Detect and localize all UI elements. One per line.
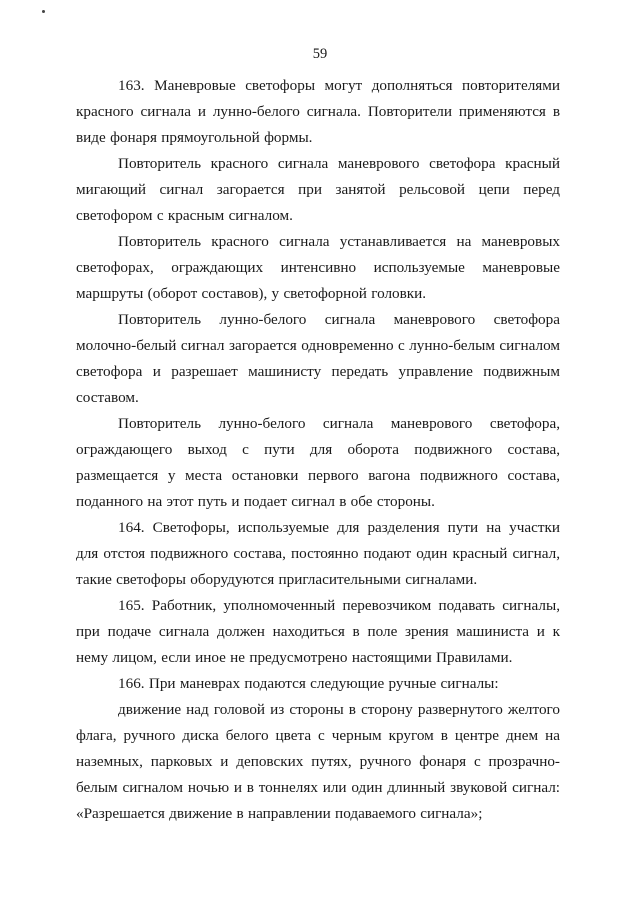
paragraph-red-repeater-blinking: Повторитель красного сигнала маневрового светофора красный мигающий сигнал загорается при занятой рельсовой цепи перед светофором с красным сигналом.: [76, 155, 560, 224]
paragraph-166: 166. При маневрах подаются следующие ручные сигналы:: [118, 675, 499, 692]
paragraph-white-repeater-signal: Повторитель лунно-белого сигнала маневрового светофора молочно-белый сигнал загорается одновременно с лунно-белым сигналом светофора и разрешает машинисту передать управление подвижным составом.: [76, 311, 560, 406]
scan-speck: [42, 10, 45, 13]
document-body: [76, 73, 560, 827]
paragraph-red-repeater-installation: Повторитель красного сигнала устанавливается на маневровых светофорах, ограждающих интенсивно используемые маневровые маршруты (оборот составов), у светофорной головки.: [76, 233, 560, 302]
paragraph-163: 163. Маневровые светофоры могут дополняться повторителями красного сигнала и лунно-белого сигнала. Повторители применяются в виде фонаря прямоугольной формы.: [76, 77, 560, 146]
page-number: 59: [312, 46, 328, 62]
paragraph-164: 164. Светофоры, используемые для разделения пути на участки для отстоя подвижного состава, постоянно подают один красный сигнал, такие светофоры оборудуются пригласительными сигналами.: [76, 519, 560, 588]
paragraph-165: 165. Работник, уполномоченный перевозчиком подавать сигналы, при подаче сигнала должен находиться в поле зрения машиниста и к нему лицом, если иное не предусмотрено настоящими Правилами.: [76, 597, 560, 666]
paragraph-white-repeater-placement: Повторитель лунно-белого сигнала маневрового светофора, ограждающего выход с пути для оборота подвижного состава, размещается у места остановки первого вагона подвижного состава, поданного на этот путь и подает сигнал в обе стороны.: [76, 415, 560, 510]
paragraph-hand-signal-movement: движение над головой из стороны в сторону развернутого желтого флага, ручного диска белого цвета с черным кругом в центре днем на наземных, парковых и деповских путях, ручного фонаря с прозрачно-белым сигналом ночью и в тоннелях или один длинный звуковой сигнал: «Разрешается движение в направлении подаваемого сигнала»;: [76, 701, 560, 822]
